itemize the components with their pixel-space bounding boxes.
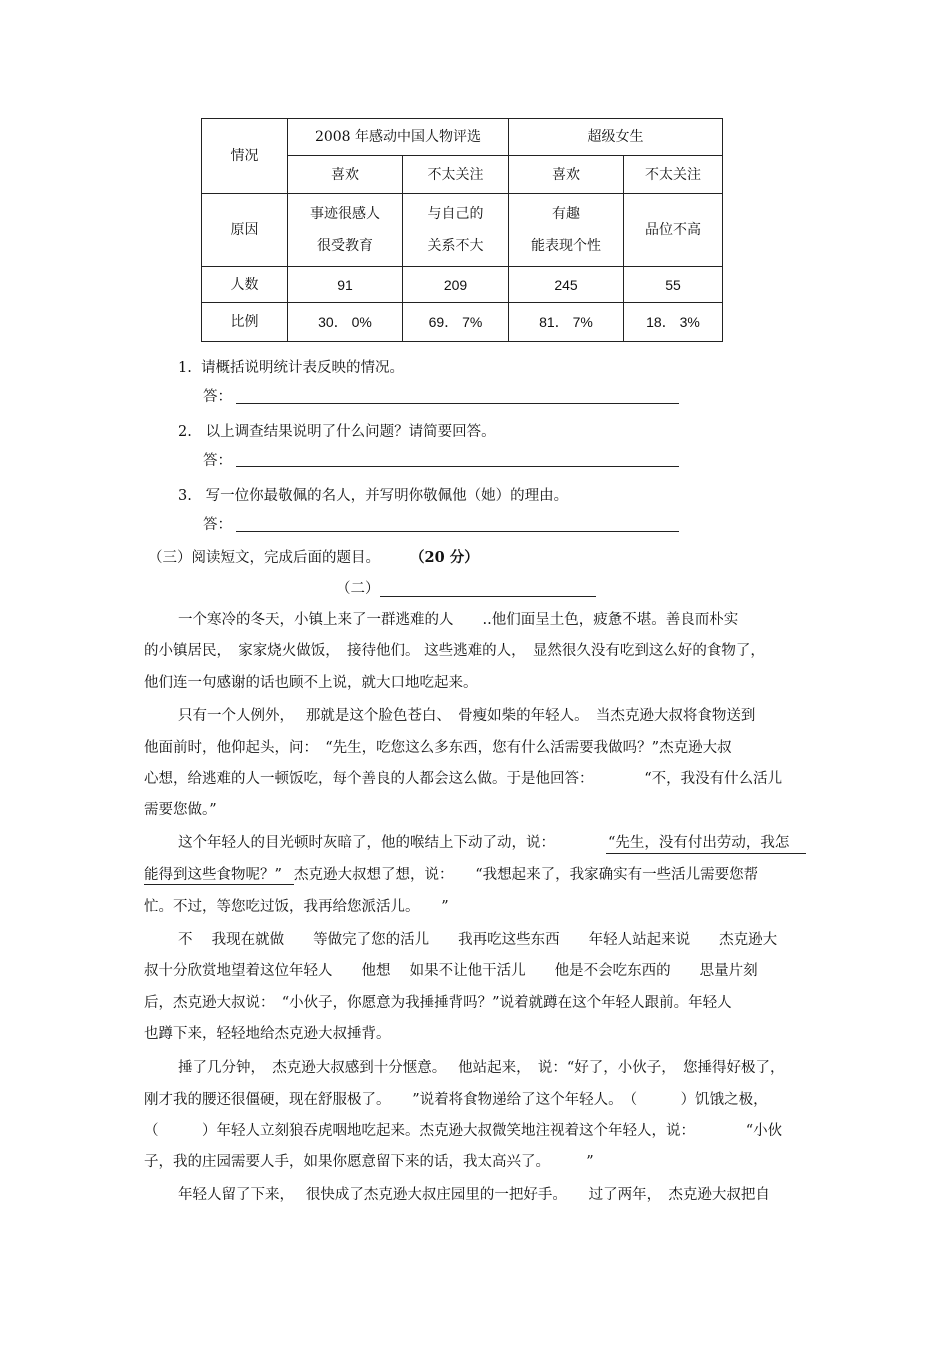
- count-label: 人数: [202, 267, 288, 303]
- count-cell: 245: [509, 267, 624, 303]
- count-cell: 209: [403, 267, 509, 303]
- passage-line: 心想，给逃难的人一顿饭吃，每个善良的人都会这么做。于是他回答： “不，我没有什么活儿: [144, 771, 783, 787]
- passage-line: 年轻人留了下来， 很快成了杰克逊大叔庄园里的一把好手。 过了两年， 杰克逊大叔把自: [178, 1187, 770, 1203]
- answer-label-3: 答：: [203, 517, 232, 533]
- ratio-cell: 69． 7%: [403, 303, 509, 342]
- reason-cell: 与自己的 关系不大: [403, 194, 509, 267]
- sub-ignore-2: 不太关注: [624, 156, 723, 194]
- passage-line: 刚才我的腰还很僵硬，现在舒服极了。 ”说着将食物递给了这个年轻人。 （ ）饥饿之极，: [144, 1092, 768, 1108]
- passage-line: 只有一个人例外， 那就是这个脸色苍白、 骨瘦如柴的年轻人。 当杰克逊大叔将食物送到: [178, 708, 756, 724]
- count-cell: 55: [624, 267, 723, 303]
- passage-line: 这个年轻人的目光顿时灰暗了，他的喉结上下动了动，说：: [178, 835, 555, 851]
- passage-line: 忙。不过，等您吃过饭，我再给您派活儿。 ”: [144, 899, 449, 915]
- sentence-underline: [144, 884, 294, 885]
- title-label: （二）: [336, 581, 380, 597]
- ratio-label: 比例: [202, 303, 288, 342]
- passage-line: 叔十分欣赏地望着这位年轻人 他想 如果不让他干活儿 他是不会吃东西的 思量片刻: [144, 963, 758, 979]
- reason-cell: 事迹很感人 很受教育: [288, 194, 403, 267]
- question-2: 2. 以上调查结果说明了什么问题？请简要回答。: [178, 424, 496, 440]
- group2-title: 超级女生: [509, 119, 723, 156]
- passage-underlined-sentence: 能得到这些食物呢？”: [144, 867, 282, 883]
- ratio-cell: 18． 3%: [624, 303, 723, 342]
- answer-label-1: 答：: [203, 389, 232, 405]
- passage-line: 一个寒冷的冬天，小镇上来了一群逃难的人 ..他们面呈土色，疲惫不堪。善良而朴实: [178, 612, 739, 628]
- ratio-cell: 81． 7%: [509, 303, 624, 342]
- passage-line: 子，我的庄园需要人手，如果你愿意留下来的话，我太高兴了。 ”: [144, 1154, 594, 1170]
- survey-table: [201, 118, 723, 342]
- passage-line: 他们连一句感谢的话也顾不上说，就大口地吃起来。: [144, 675, 478, 691]
- group1-title: 2008 年感动中国人物评选: [288, 119, 509, 156]
- answer-label-2: 答：: [203, 453, 232, 469]
- sub-like-2: 喜欢: [509, 156, 624, 194]
- count-cell: 91: [288, 267, 403, 303]
- reason-cell: 有趣 能表现个性: [509, 194, 624, 267]
- passage-underlined-sentence: “先生，没有付出劳动，我怎: [608, 835, 790, 851]
- passage-line: 后，杰克逊大叔说： “小伙子，你愿意为我捶捶背吗？”说着就蹲在这个年轻人跟前。年轻人: [144, 995, 732, 1011]
- answer-line-1[interactable]: [236, 403, 679, 404]
- answer-line-2[interactable]: [236, 466, 679, 467]
- section-heading: （三）阅读短文，完成后面的题目。 （20 分）: [148, 549, 479, 566]
- passage-line: 也蹲下来，轻轻地给杰克逊大叔捶背。: [144, 1026, 391, 1042]
- title-blank-line[interactable]: [380, 596, 596, 597]
- passage-line: 需要您做。”: [144, 802, 217, 818]
- reason-label: 原因: [202, 194, 288, 267]
- question-1: 1. 请概括说明统计表反映的情况。: [178, 360, 405, 376]
- sub-ignore-1: 不太关注: [403, 156, 509, 194]
- passage-line: 杰克逊大叔想了想，说： “我想起来了，我家确实有一些活儿需要您帮: [294, 867, 759, 883]
- ratio-cell: 30． 0%: [288, 303, 403, 342]
- question-3: 3. 写一位你最敬佩的名人，并写明你敬佩他（她）的理由。: [178, 488, 569, 504]
- passage-line: 捶了几分钟， 杰克逊大叔感到十分惬意。 他站起来， 说：“好了，小伙子， 您捶得好极了，: [178, 1060, 785, 1076]
- sub-like-1: 喜欢: [288, 156, 403, 194]
- header-situation: 情况: [202, 119, 288, 194]
- passage-line: （ ）年轻人立刻狼吞虎咽地吃起来。杰克逊大叔微笑地注视着这个年轻人，说： “小伙: [144, 1123, 783, 1139]
- passage-line: 不 我现在就做 等做完了您的活儿 我再吃这些东西 年轻人站起来说 杰克逊大: [178, 932, 778, 948]
- reason-cell: 品位不高: [624, 194, 723, 267]
- sentence-underline: [606, 853, 806, 854]
- answer-line-3[interactable]: [236, 531, 679, 532]
- passage-line: 的小镇居民， 家家烧火做饭， 接待他们。 这些逃难的人， 显然很久没有吃到这么好的食物了，: [144, 643, 765, 659]
- passage-line: 他面前时，他仰起头，问： “先生，吃您这么多东西，您有什么活需要我做吗？”杰克逊大叔: [144, 740, 732, 756]
